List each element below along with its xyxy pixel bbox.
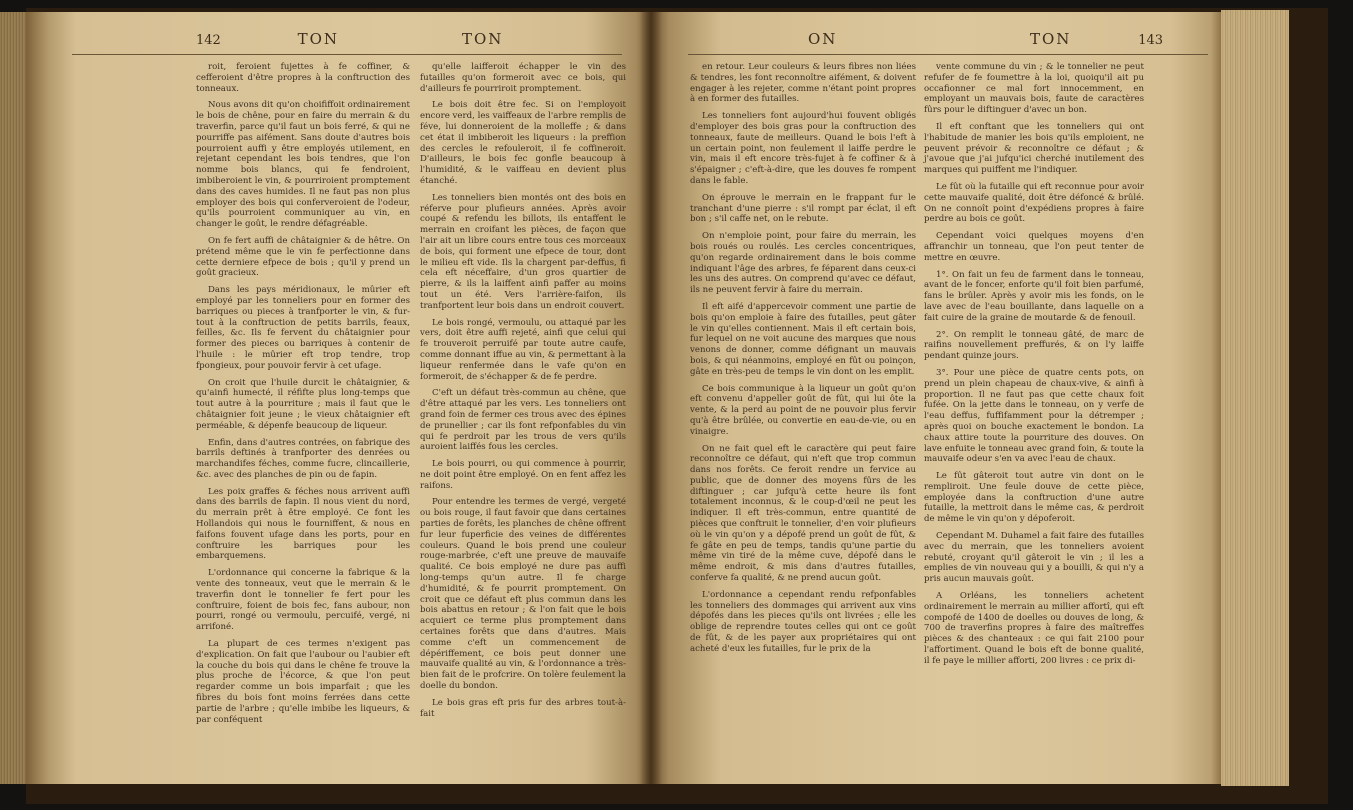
paragraph: qu'elle laifferoit échapper le vin des futailles qu'on formeroit avec ce bois, qui d'ailleurs fe pourriroit promptement.: [420, 62, 626, 94]
paragraph: On n'emploie point, pour faire du merrain, les bois roués ou roulés. Les cercles concentriques, qu'on regarde ordinairement dans le bois comme indiquant l'âge des arbres, fe féparent dans ceux-ci les uns des autres. On comprend qu'avec ce défaut, ils ne peuvent fervir à faire du merrain.: [690, 231, 916, 296]
paragraph: Pour entendre les termes de vergé, vergeté ou bois rouge, il faut favoir que dans certaines parties de forêts, les planches de chêne offrent fur leur fuperficie des veines de différentes couleurs. Quand le bois prend une couleur rouge-marbrée, c'eft une preuve de mauvaife qualité. Ce bois employé ne dure pas auffi long-temps qu'un autre. Il fe charge d'humidité, & fe pourrit promptement. On croit que ce défaut eft plus commun dans les bois abattus en retour ; & l'on fait que le bois acquiert ce terme plus promptement dans certaines forêts que dans d'autres. Mais comme c'eft un commencement de dépériffement, ce bois peut donner une mauvaife qualité au vin, & l'ordonnance a très-bien fait de le profcrire. On tolère feulement la doelle du bondon.: [420, 497, 626, 692]
paragraph: Il eft aifé d'appercevoir comment une partie de bois qu'on emploie à faire des futailles, peut gâter le vin qu'elles contiennent. Mais il eft certain bois, fur lequel on ne voit aucune des marques que nous venons de donner, comme défignant un mauvais bois, & qui néanmoins, employé en fût ou poinçon, gâte en très-peu de temps le vin dont on les emplit.: [690, 301, 916, 377]
right-column-1: [690, 62, 916, 661]
paragraph: Les poix graffes & féches nous arrivent auffi dans des barrils de fapin. Il nous vient du nord, du merrain prêt à être employé. Ce font les Hollandois qui nous le fourniffent, & nous en faifons fouvent ufage dans les ports, pour en conftruire les barriques pour les embarquemens.: [196, 486, 410, 562]
book-gutter: [640, 10, 662, 786]
paragraph: L'ordonnance qui concerne la fabrique & la vente des tonneaux, veut que le merrain & le traverfin dont le tonnelier fe fert pour les conftruire, foient de bois fec, fans aubour, non pourri, rongé ou vermoulu, percuifé, vergé, ni arrifoné.: [196, 568, 410, 633]
paragraph: C'eft un défaut très-commun au chêne, que d'être attaqué par les vers. Les tonneliers ont grand foin de fermer ces trous avec des épines de prunellier ; car ils font refponfables du vin qui fe perdroit par les trous de vers qu'ils auroient laiffés fous les cercles.: [420, 388, 626, 453]
paragraph: Le fût gâteroit tout autre vin dont on le rempliroit. Une feule douve de cette pièce, employée dans la conftruction d'une autre futaille, la mettroit dans le même cas, & perdroit de même le vin qu'on y dépoferoit.: [924, 471, 1144, 525]
paragraph: Les tonneliers font aujourd'hui fouvent obligés d'employer des bois gras pour la conftruction des tonneaux, faute de meilleurs. Quand le bois l'eft à un certain point, non feulement il laiffe perdre le vin, mais il eft encore très-fujet à fe coffiner & à s'épaigner ; c'eft-à-dire, que les douves fe rompent dans le fable.: [690, 111, 916, 186]
left-header-rule: [72, 54, 622, 55]
paragraph: vente commune du vin ; & le tonnelier ne peut refufer de fe foumettre à la loi, quoiqu'il ait pu occafionner ce mal fort innocemment, en employant un mauvais bois, faute de caractères fûrs pour le diftinguer d'avec un bon.: [924, 62, 1144, 116]
paragraph: Cependant voici quelques moyens d'en affranchir un tonneau, que l'on peut tenter de mettre en œuvre.: [924, 231, 1144, 263]
paragraph: en retour. Leur couleurs & leurs fibres non liées & tendres, les font reconnoître aifément, & doivent engager à les rejeter, comme n'étant point propres à en former des futailles.: [690, 62, 916, 105]
right-header-rule: [688, 54, 1208, 55]
paragraph: Enfin, dans d'autres contrées, on fabrique des barrils deftinés à tranfporter des denrées ou marchandifes féches, comme fucre, clincaillerie, &c. avec des planches de pin ou de fapin.: [196, 437, 410, 480]
right-page-number: 143: [1138, 33, 1164, 48]
left-page-stack: [0, 12, 26, 784]
left-page-number-and-title: [196, 30, 339, 52]
paragraph: Il eft conftant que les tonneliers qui ont l'habitude de manier les bois qu'ils emploient, ne peuvent prévoir & reconnoître ce défaut ; & j'avoue que j'ai jufqu'ici cherché inutilement des marques qui puiffent me l'indiquer.: [924, 121, 1144, 176]
paragraph: 2°. On remplit le tonneau gâté, de marc de raifins nouvellement preffurés, & on l'y laiffe pendant quinze jours.: [924, 329, 1144, 362]
left-page-number: 142: [196, 33, 221, 48]
paragraph: On éprouve le merrain en le frappant fur le tranchant d'une pierre : s'il rompt par éclat, il eft bon ; s'il caffe net, on le rebute.: [690, 192, 916, 225]
left-header-word-2: TON: [462, 30, 504, 48]
paragraph: On ne fait quel eft le caractère qui peut faire reconnoître ce défaut, qui n'eft que trop commun dans nos forêts. Ce feroit rendre un fervice au public, que de donner des moyens fûrs de les diftinguer ; car jufqu'à cette heure ils font totalement inconnus, & le coup-d'œil ne peut les indiquer. Il eft très-commun, entre quantité de pièces que conftruit le tonnelier, d'en voir plufieurs où le vin qu'on y a dépofé prend un goût de fût, & fe gâte en peu de temps, tandis qu'une partie du même vin tiré de la même cuve, dépofé dans le même endroit, & mis dans d'autres futailles, conferve fa qualité, & ne prend aucun goût.: [690, 443, 916, 584]
right-page-number-and-title: [1030, 30, 1163, 52]
left-column-2: [420, 62, 626, 725]
right-page-stack: [1221, 10, 1289, 786]
left-header-word-1: TON: [297, 30, 340, 48]
paragraph: roit, feroient fujettes à fe coffiner, & cefferoient d'être propres à la conftruction des tonneaux.: [196, 62, 410, 94]
paragraph: 3°. Pour une pièce de quatre cents pots, on prend un plein chapeau de chaux-vive, & ainfi à proportion. Il ne faut pas que cette chaux foit fufée. On la jette dans le tonneau, on y verfe de l'eau deffus, fuffifamment pour la détremper ; après quoi on bouche exactement le bondon. La chaux attire toute la pourriture des douves. On lave enfuite le tonneau avec grand foin, & toute la mauvaife odeur s'en va avec l'eau de chaux.: [924, 367, 1144, 465]
right-column-2: [924, 62, 1144, 673]
paragraph: L'ordonnance a cependant rendu refponfables les tonneliers des dommages qui arrivent aux vins dépofés dans les pieces qu'ils ont livrées ; elle les oblige de reprendre toutes celles qui ont ce goût de fût, & de les payer aux propriétaires qui ont acheté d'eux les futailles, fur le prix de la: [690, 589, 916, 654]
paragraph: Le fût où la futaille qui eft reconnue pour avoir cette mauvaife qualité, doit être défoncé & brûlé. On ne connoît point d'expédiens propres à faire perdre au bois ce goût.: [924, 181, 1144, 225]
paragraph: A Orléans, les tonneliers achetent ordinairement le merrain au millier affortî, qui eft compofé de 1400 de doelles ou douves de long, & 700 de traverfins propres à faire des maîtreffes pièces & des chanteaux : ce qui fait 2100 pour l'affortiment. Quand le bois eft de bonne qualité, il fe paye le millier afforti, 200 livres : ce prix di-: [924, 591, 1144, 666]
left-column-1: [196, 62, 410, 731]
right-header-word-2: TON: [1030, 30, 1072, 48]
right-header-word-1: ON: [808, 30, 838, 48]
paragraph: Les tonneliers bien montés ont des bois en réferve pour plufieurs années. Après avoir coupé & refendu les billots, ils entaffent le merrain en croifant les pièces, de façon que l'air ait un libre cours entre tous ces morceaux de bois, qui forment une efpece de tour, dont le milieu eft vide. Ils la chargent par-deffus, fi cela eft néceffaire, d'un gros quartier de pierre, & ils la laiffent ainfi paffer au moins tout un été. Vers l'arrière-faifon, ils tranfportent leur bois dans un endroit couvert.: [420, 192, 626, 311]
paragraph: Ce bois communique à la liqueur un goût qu'on eft convenu d'appeller goût de fût, qui lui ôte la vente, & la perd au point de ne pouvoir plus fervir qu'à être brûlée, ou convertie en eau-de-vie, ou en vinaigre.: [690, 383, 916, 437]
paragraph: Le bois doit être fec. Si on l'employoit encore verd, les vaiffeaux de l'arbre remplis de féve, lui donneroient de la molleffe ; & dans cet état il imbiberoit les liqueurs : la preffion des cercles le refouleroit, il fe coffineroit. D'ailleurs, le bois fec gonfle beaucoup à l'humidité, & le vaiffeau en devient plus étanché.: [420, 100, 626, 186]
paragraph: Nous avons dit qu'on choififfoit ordinairement le bois de chêne, pour en faire du merrain & du traverfin, parce qu'il faut un bois ferré, & qui ne pourriffe pas aifément. Sans doute d'autres bois pourroient auffi y être employés utilement, en rejetant cependant les bois tendres, que l'on nomme bois blancs, qui fe fendroient, imbiberoient le vin, & pourriroient promptement dans des caves humides. Il ne faut pas non plus employer des bois qui conferveroient de l'odeur, qu'ils pourroient communiquer au vin, en changer le goût, le rendre défagréable.: [196, 100, 410, 230]
paragraph: Le bois pourri, ou qui commence à pourrir, ne doit point être employé. On en fent affez les raifons.: [420, 459, 626, 491]
paragraph: Le bois rongé, vermoulu, ou attaqué par les vers, doit être auffi rejeté, ainfi que celui qui fe trouveroit perruifé par toute autre caufe, comme donnant iffue au vin, & permettant à la liqueur renfermée dans le vafe qu'on en formeroit, de s'échapper & de fe perdre.: [420, 317, 626, 382]
paragraph: Dans les pays méridionaux, le mûrier eft employé par les tonneliers pour en former des barriques ou pieces à tranfporter le vin, & fur-tout à la conftruction de petits barrils, feaux, feilles, &c. Ils fe fervent du châtaignier pour former des pieces ou barriques à contenir de l'huile : le mûrier eft trop tendre, trop fpongieux, pour pouvoir fervir à cet ufage.: [196, 285, 410, 371]
paragraph: On fe fert auffi de châtaignier & de hêtre. On prétend même que le vin fe perfectionne dans cette derniere efpece de bois ; qu'il y prend un goût gracieux.: [196, 235, 410, 279]
paragraph: 1°. On fait un feu de farment dans le tonneau, avant de le foncer, enforte qu'il foit bien parfumé, fans le brûler. Après y avoir mis les fonds, on le lave avec de l'eau bouillante, dans laquelle on a fait cuire de la graine de moutarde & de fenouil.: [924, 269, 1144, 323]
paragraph: Le bois gras eft pris fur des arbres tout-à-fait: [420, 697, 626, 719]
paragraph: La plupart de ces termes n'exigent pas d'explication. On fait que l'aubour ou l'aubier eft la couche du bois qui dans le chêne fe trouve la plus proche de l'écorce, & que l'on peut regarder comme un bois imparfait ; que les fibres du bois font moins ferrées dans cette partie de l'arbre ; qu'elle imbibe les liqueurs, & par conféquent: [196, 639, 410, 725]
paragraph: Cependant M. Duhamel a fait faire des futailles avec du merrain, que les tonneliers avoient rebuté, croyant qu'il gâteroit le vin ; il les a emplies de vin nouveau qui y a bouilli, & qui n'y a pris aucun mauvais goût.: [924, 531, 1144, 585]
paragraph: On croit que l'huile durcit le châtaignier, & qu'ainfi humecté, il réfifte plus long-temps que tout autre à la pourriture ; mais il faut que le châtaignier foit jeune ; le vieux châtaignier eft perméable, & dépenfe beaucoup de liqueur.: [196, 377, 410, 431]
